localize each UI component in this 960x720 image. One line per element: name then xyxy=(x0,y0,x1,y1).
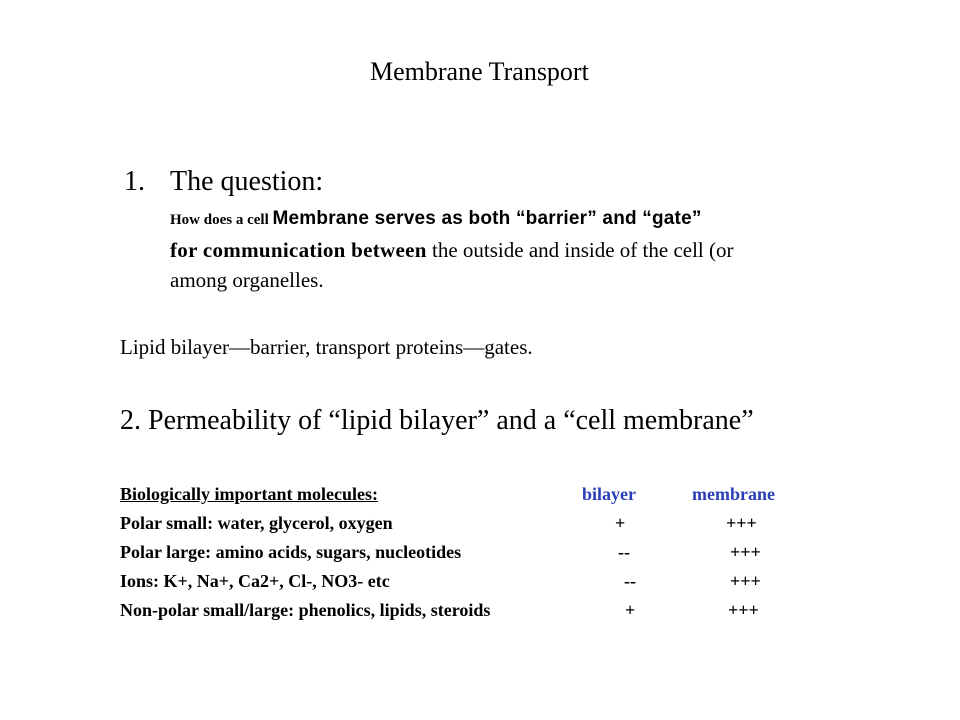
question-line-2 xyxy=(170,238,734,263)
slide-title: Membrane Transport xyxy=(370,57,589,86)
question-line-1-start: How does a cell xyxy=(170,212,273,228)
table-row-membrane: +++ xyxy=(730,542,761,562)
table-row-bilayer: + xyxy=(625,600,636,620)
table-header-label: Biologically important molecules: xyxy=(120,484,378,504)
table-row-label: Non-polar small/large: phenolics, lipids, steroids xyxy=(120,600,491,620)
table-row-bilayer: -- xyxy=(618,542,630,562)
table-header-membrane: membrane xyxy=(692,484,775,504)
question-number: 1. xyxy=(124,166,145,197)
question-line-2-bold: for communication between xyxy=(170,238,427,262)
table-row-membrane: +++ xyxy=(728,600,759,620)
table-row-membrane: +++ xyxy=(730,571,761,591)
table-row-label: Polar large: amino acids, sugars, nucleotides xyxy=(120,542,462,562)
table-row-label: Polar small: water, glycerol, oxygen xyxy=(120,513,393,533)
question-heading: The question: xyxy=(170,166,324,197)
table-header-bilayer: bilayer xyxy=(582,484,636,504)
question-line-1-end: Membrane serves as both “barrier” and “gate” xyxy=(272,208,702,229)
table-row-bilayer: -- xyxy=(624,571,636,591)
section-2-heading: 2. Permeability of “lipid bilayer” and a “cell membrane” xyxy=(120,405,754,436)
table-row-bilayer: + xyxy=(615,513,626,533)
question-line-3: among organelles. xyxy=(170,268,324,292)
question-line-1 xyxy=(170,205,702,230)
table-row-membrane: +++ xyxy=(726,513,757,533)
table-row-label: Ions: K+, Na+, Ca2+, Cl-, NO3- etc xyxy=(120,571,390,591)
question-line-2-rest: the outside and inside of the cell (or xyxy=(426,238,734,262)
lipid-bilayer-statement: Lipid bilayer—barrier, transport proteins—gates. xyxy=(120,335,533,359)
